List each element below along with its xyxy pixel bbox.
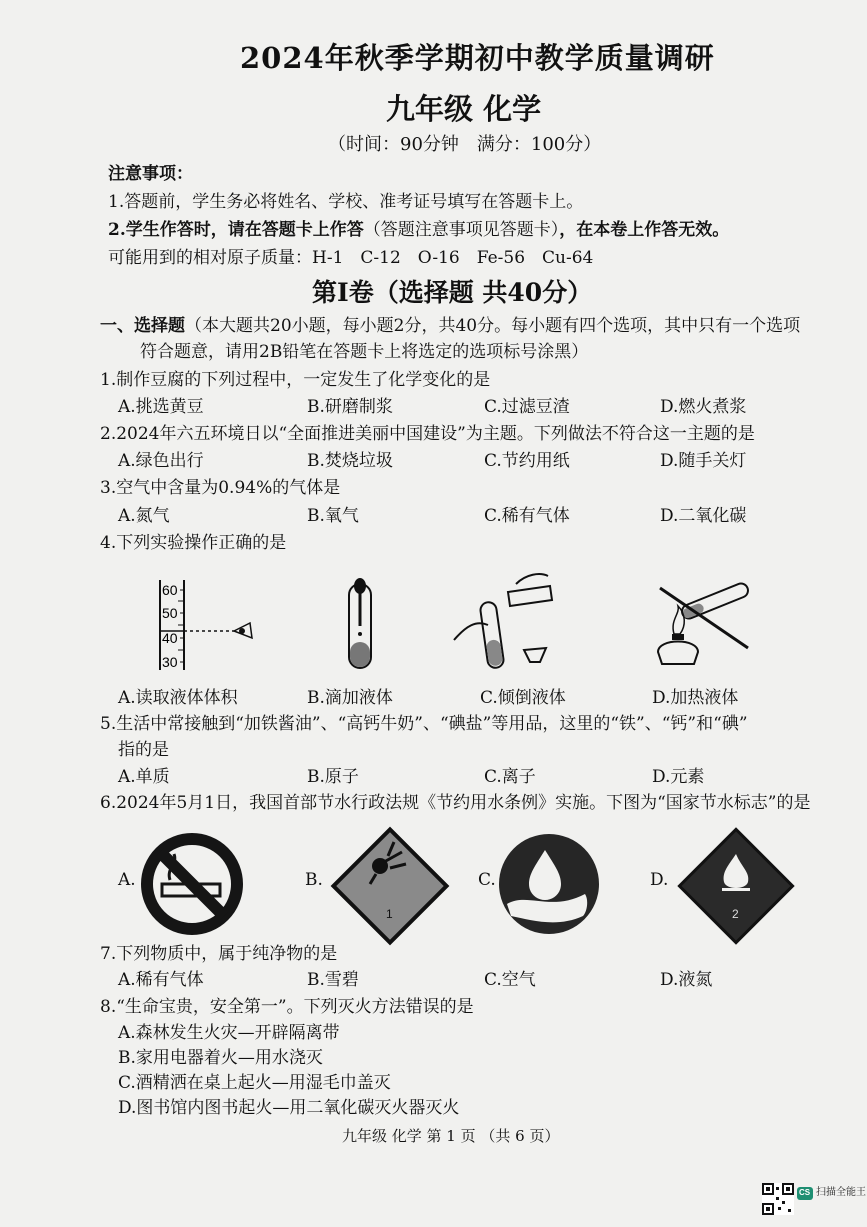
q4-option-d: D.加热液体 [652, 688, 739, 708]
question-5-stem-cont: 指的是 [118, 740, 169, 760]
q2-option-d: D.随手关灯 [660, 451, 747, 471]
q8-option-d: D.图书馆内图书起火—用二氧化碳灭火器灭火 [118, 1098, 460, 1118]
flammable-hazard-sign-icon [676, 826, 796, 946]
q8-option-c: C.酒精洒在桌上起火—用湿毛巾盖灭 [118, 1073, 391, 1093]
question-2-stem: 2.2024年六五环境日以“全面推进美丽中国建设”为主题。下列做法不符合这一主题的是 [100, 424, 755, 444]
question-8-stem: 8.“生命宝贵，安全第一”。下列灭火方法错误的是 [100, 997, 474, 1017]
question-7-stem: 7.下列物质中，属于纯净物的是 [100, 944, 338, 964]
qr-code-icon [762, 1183, 794, 1215]
question-6-stem: 6.2024年5月1日，我国首部节水行政法规《节约用水条例》实施。下图为“国家节水标志”的是 [100, 793, 811, 813]
question-4-stem: 4.下列实验操作正确的是 [100, 533, 287, 553]
explosive-hazard-sign-icon [330, 826, 450, 946]
notes-heading: 注意事项： [108, 164, 193, 184]
exam-subtitle: 九年级 化学 [386, 92, 542, 126]
q7-option-b: B.雪碧 [307, 970, 359, 990]
q6-option-c: C. [478, 870, 496, 890]
section-instruction-line1 [100, 318, 800, 335]
sign-d-number: 2 [732, 907, 739, 921]
notes-item-2-mid: （答题注意事项见答题卡） [363, 220, 560, 240]
q1-option-a: A.挑选黄豆 [118, 397, 204, 417]
eye-icon [234, 623, 252, 638]
q3-option-b: B.氧气 [307, 506, 359, 526]
q6-option-a: A. [118, 870, 136, 890]
q3-option-a: A.氮气 [118, 506, 170, 526]
q6-option-d: D. [650, 870, 669, 890]
question-1-stem: 1.制作豆腐的下列过程中，一定发生了化学变化的是 [100, 370, 491, 390]
graduated-cylinder-figure [150, 578, 260, 673]
exam-title: 2024年秋季学期初中教学质量调研 [240, 41, 715, 75]
scanner-logo-badge: CS [799, 1188, 811, 1197]
section-instruction-text: （本大题共20小题，每小题2分，共40分。每小题有四个选项，其中只有一个选项 [185, 316, 801, 336]
question-3-stem: 3.空气中含量为0.94%的气体是 [100, 478, 341, 498]
q5-option-c: C.离子 [484, 767, 536, 787]
q2-option-a: A.绿色出行 [118, 451, 204, 471]
scanner-logo-icon [797, 1187, 813, 1200]
section-instruction-bold: 一、选择题 [100, 316, 185, 336]
pouring-liquid-figure [452, 570, 562, 675]
q5-option-d: D.元素 [652, 767, 705, 787]
no-smoking-sign-icon [140, 832, 244, 936]
q6-option-b: B. [305, 870, 323, 890]
alcohol-lamp-icon [658, 642, 698, 665]
section-instruction-line2: 符合题意，请用2B铅笔在答题卡上将选定的选项标号涂黑） [140, 342, 589, 362]
q7-option-a: A.稀有气体 [118, 970, 204, 990]
q7-option-c: C.空气 [484, 970, 536, 990]
tick-label-60: 60 [162, 582, 178, 598]
notes-item-2-bold: 2.学生作答时，请在答题卡上作答 [108, 220, 364, 240]
q2-option-c: C.节约用纸 [484, 451, 570, 471]
q1-option-b: B.研磨制浆 [307, 397, 393, 417]
q5-option-a: A.单质 [118, 767, 170, 787]
bottle-stopper-icon [524, 648, 546, 662]
water-saving-sign-icon [497, 832, 601, 936]
tick-label-40: 40 [162, 630, 178, 646]
q7-option-d: D.液氮 [660, 970, 713, 990]
q5-option-b: B.原子 [307, 767, 359, 787]
q4-option-b: B.滴加液体 [307, 688, 393, 708]
scanner-watermark-text: 扫描全能王 [816, 1187, 866, 1198]
notes-item-2-end: ，在本卷上作答无效。 [559, 220, 730, 240]
q4-option-a: A.读取液体体积 [118, 688, 238, 708]
q8-option-b: B.家用电器着火—用水浇灭 [118, 1048, 323, 1068]
question-5-stem: 5.生活中常接触到“加铁酱油”、“高钙牛奶”、“碘盐”等用品，这里的“铁”、“钙”和“碘” [100, 714, 748, 734]
q3-option-d: D.二氧化碳 [660, 506, 747, 526]
q3-option-c: C.稀有气体 [484, 506, 570, 526]
q2-option-b: B.焚烧垃圾 [307, 451, 393, 471]
notes-item-2 [108, 222, 729, 239]
dropper-test-tube-figure [335, 578, 385, 673]
q4-option-c: C.倾倒液体 [480, 688, 566, 708]
page-footer: 九年级 化学 第 1 页 （共 6 页） [342, 1127, 560, 1145]
atomic-mass-line: 可能用到的相对原子质量：H-1 C-12 O-16 Fe-56 Cu-64 [108, 248, 594, 268]
q1-option-d: D.燃火煮浆 [660, 397, 747, 417]
q8-option-a: A.森林发生火灾—开辟隔离带 [118, 1023, 340, 1043]
exam-meta: （时间：90分钟 满分：100分） [328, 134, 602, 155]
dropper-bulb-icon [354, 578, 366, 594]
q1-option-c: C.过滤豆渣 [484, 397, 570, 417]
notes-item-1: 1.答题前，学生务必将姓名、学校、准考证号填写在答题卡上。 [108, 192, 584, 212]
section-title: 第Ⅰ卷（选择题 共40分） [312, 278, 593, 307]
sign-b-number: 1 [386, 907, 393, 921]
tick-label-50: 50 [162, 605, 178, 621]
tick-label-30: 30 [162, 654, 178, 670]
heating-liquid-figure [640, 570, 760, 675]
